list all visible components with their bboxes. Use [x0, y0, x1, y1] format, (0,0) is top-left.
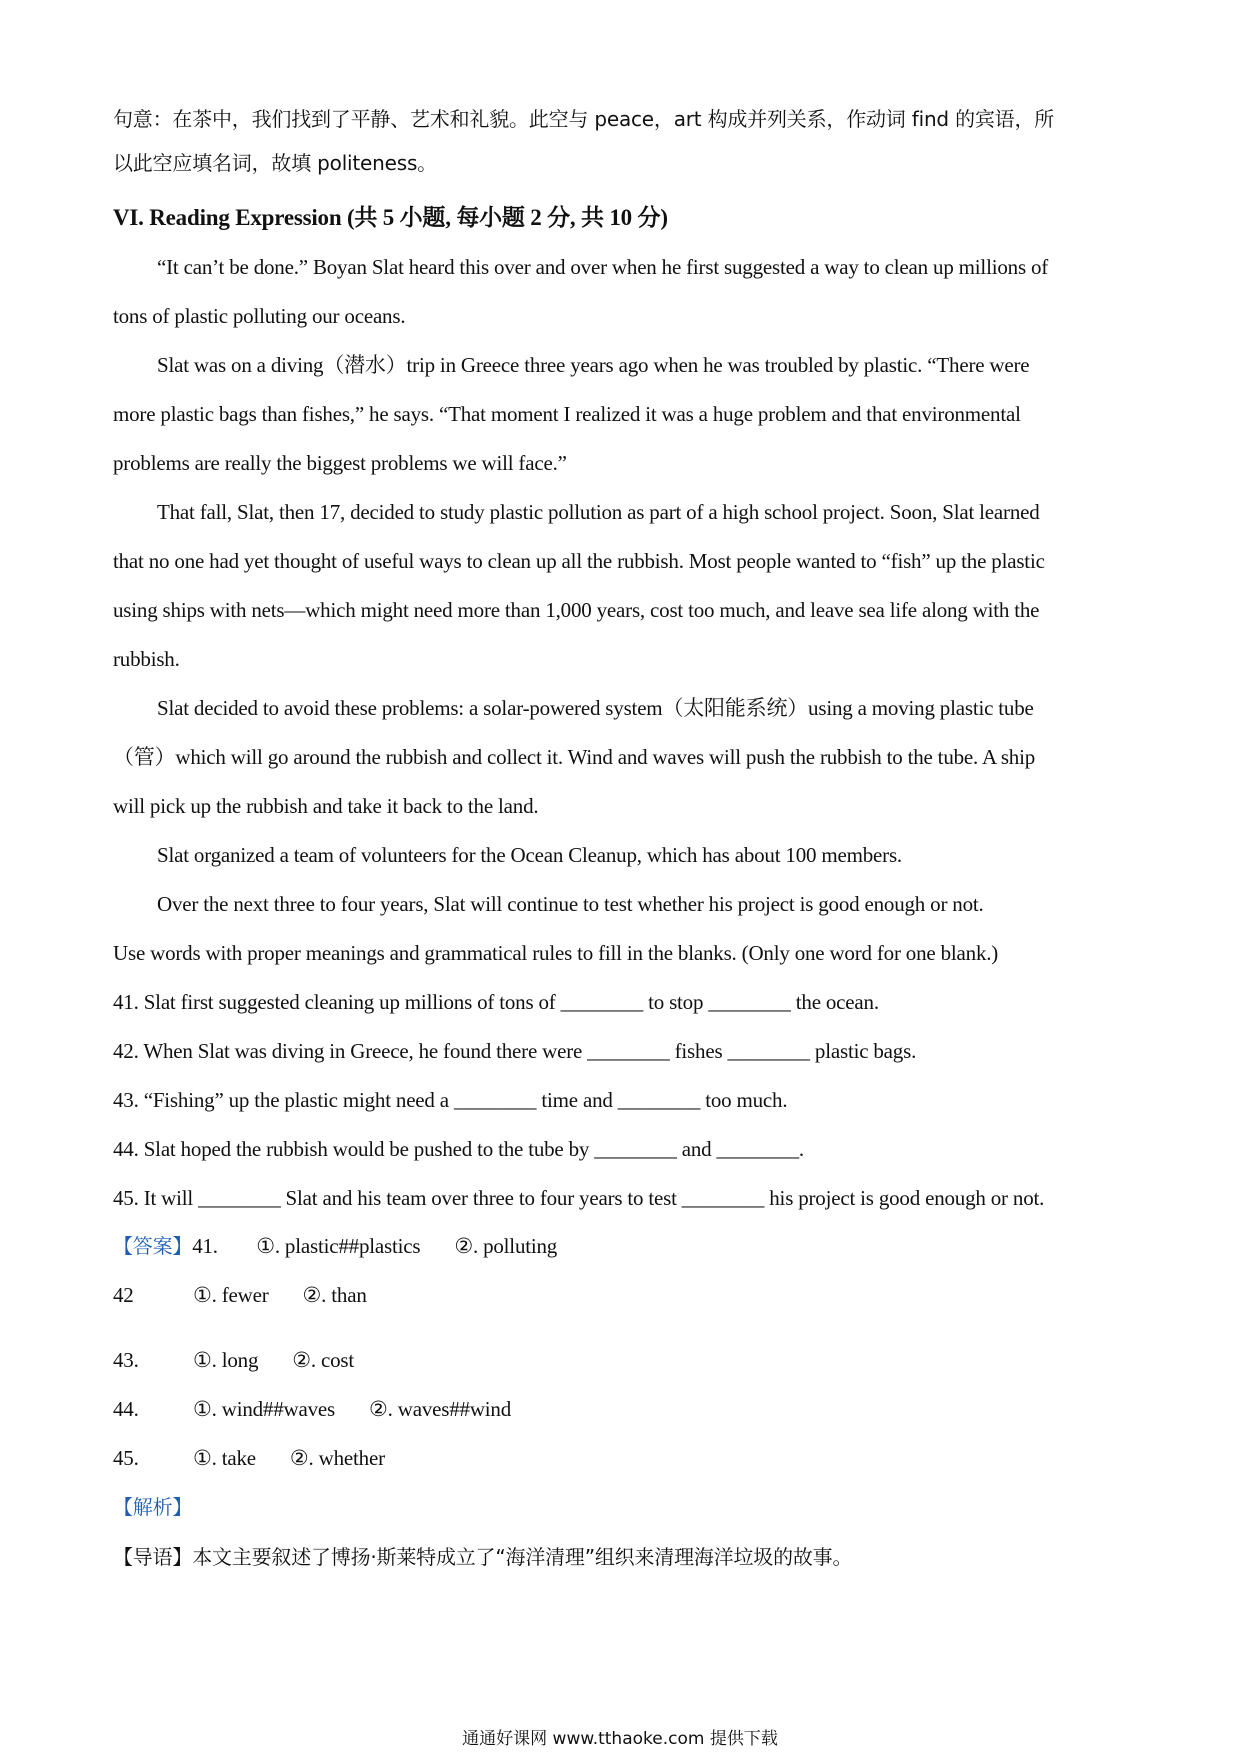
answer-row-43	[113, 1346, 354, 1374]
passage-line: （管）which will go around the rubbish and collect it. Wind and waves will push the rubbish to the tube. A ship	[113, 745, 1036, 769]
answer-row-45	[113, 1444, 385, 1472]
passage-line: that no one had yet thought of useful ways to clean up all the rubbish. Most people wanted to “fish” up the plastic	[113, 549, 1045, 573]
passage-line: using ships with nets—which might need more than 1,000 years, cost too much, and leave sea life along with the	[113, 598, 1040, 622]
passage-line: Slat decided to avoid these problems: a solar-powered system（太阳能系统）using a moving plastic tube	[157, 696, 1034, 720]
answer-number: 43.	[113, 1348, 139, 1372]
passage-line: That fall, Slat, then 17, decided to study plastic pollution as part of a high school project. Soon, Slat learned	[157, 500, 1040, 524]
answer-row-42	[113, 1281, 367, 1309]
passage-line: will pick up the rubbish and take it back to the land.	[113, 794, 539, 818]
question-41: 41. Slat first suggested cleaning up millions of tons of ________ to stop ________ the ocean.	[113, 990, 879, 1014]
answer-label: 【答案】	[113, 1234, 193, 1258]
question-44: 44. Slat hoped the rubbish would be pushed to the tube by ________ and ________.	[113, 1137, 804, 1161]
answer-option-1: ①. plastic##plastics	[256, 1234, 421, 1258]
prev-explanation-line-2: 以此空应填名词，故填 politeness。	[113, 151, 437, 175]
guide-text: 本文主要叙述了博扬·斯莱特成立了“海洋清理”组织来清理海洋垃圾的故事。	[192, 1545, 853, 1569]
footer-source: 通通好课网 www.tthaoke.com 提供下载	[462, 1729, 778, 1749]
passage-line: problems are really the biggest problems we will face.”	[113, 451, 567, 475]
answer-option-1: ①. fewer	[193, 1283, 269, 1307]
answer-option-1: ①. long	[193, 1348, 259, 1372]
section-heading: VI. Reading Expression (共 5 小题, 每小题 2 分, 共 10 分)	[113, 205, 668, 230]
question-45: 45. It will ________ Slat and his team over three to four years to test ________ his project is good enough or not.	[113, 1186, 1045, 1210]
answer-row-44	[113, 1395, 511, 1423]
passage-line: Slat was on a diving（潜水）trip in Greece three years ago when he was troubled by plastic. “There were	[157, 353, 1030, 377]
answer-option-2: ②. than	[302, 1283, 367, 1307]
passage-line: tons of plastic polluting our oceans.	[113, 304, 406, 328]
answer-row-41	[113, 1232, 557, 1260]
answer-option-1: ①. wind##waves	[193, 1397, 336, 1421]
instruction: Use words with proper meanings and grammatical rules to fill in the blanks. (Only one word for one blank.)	[113, 941, 999, 965]
passage-line: Slat organized a team of volunteers for the Ocean Cleanup, which has about 100 members.	[157, 843, 902, 867]
guide-paragraph	[113, 1543, 852, 1571]
passage-line: more plastic bags than fishes,” he says. “That moment I realized it was a huge problem and that environmental	[113, 402, 1021, 426]
prev-explanation-line-1: 句意：在茶中，我们找到了平静、艺术和礼貌。此空与 peace，art 构成并列关系，作动词 find 的宾语，所	[113, 107, 1055, 131]
answer-option-2: ②. cost	[292, 1348, 355, 1372]
answer-option-2: ②. whether	[289, 1446, 385, 1470]
answer-number: 42	[113, 1283, 134, 1307]
analysis-label: 【解析】	[113, 1495, 193, 1519]
passage-line: rubbish.	[113, 647, 180, 671]
question-42: 42. When Slat was diving in Greece, he found there were ________ fishes ________ plastic bags.	[113, 1039, 917, 1063]
answer-option-2: ②. waves##wind	[369, 1397, 512, 1421]
answer-number: 45.	[113, 1446, 139, 1470]
answer-option-2: ②. polluting	[454, 1234, 558, 1258]
answer-number: 41.	[192, 1234, 218, 1258]
guide-label: 【导语】	[113, 1545, 193, 1569]
answer-number: 44.	[113, 1397, 139, 1421]
question-43: 43. “Fishing” up the plastic might need a ________ time and ________ too much.	[113, 1088, 788, 1112]
passage-line: “It can’t be done.” Boyan Slat heard this over and over when he first suggested a way to clean up millions of	[157, 255, 1049, 279]
answer-option-1: ①. take	[193, 1446, 256, 1470]
passage-line: Over the next three to four years, Slat will continue to test whether his project is good enough or not.	[157, 892, 984, 916]
